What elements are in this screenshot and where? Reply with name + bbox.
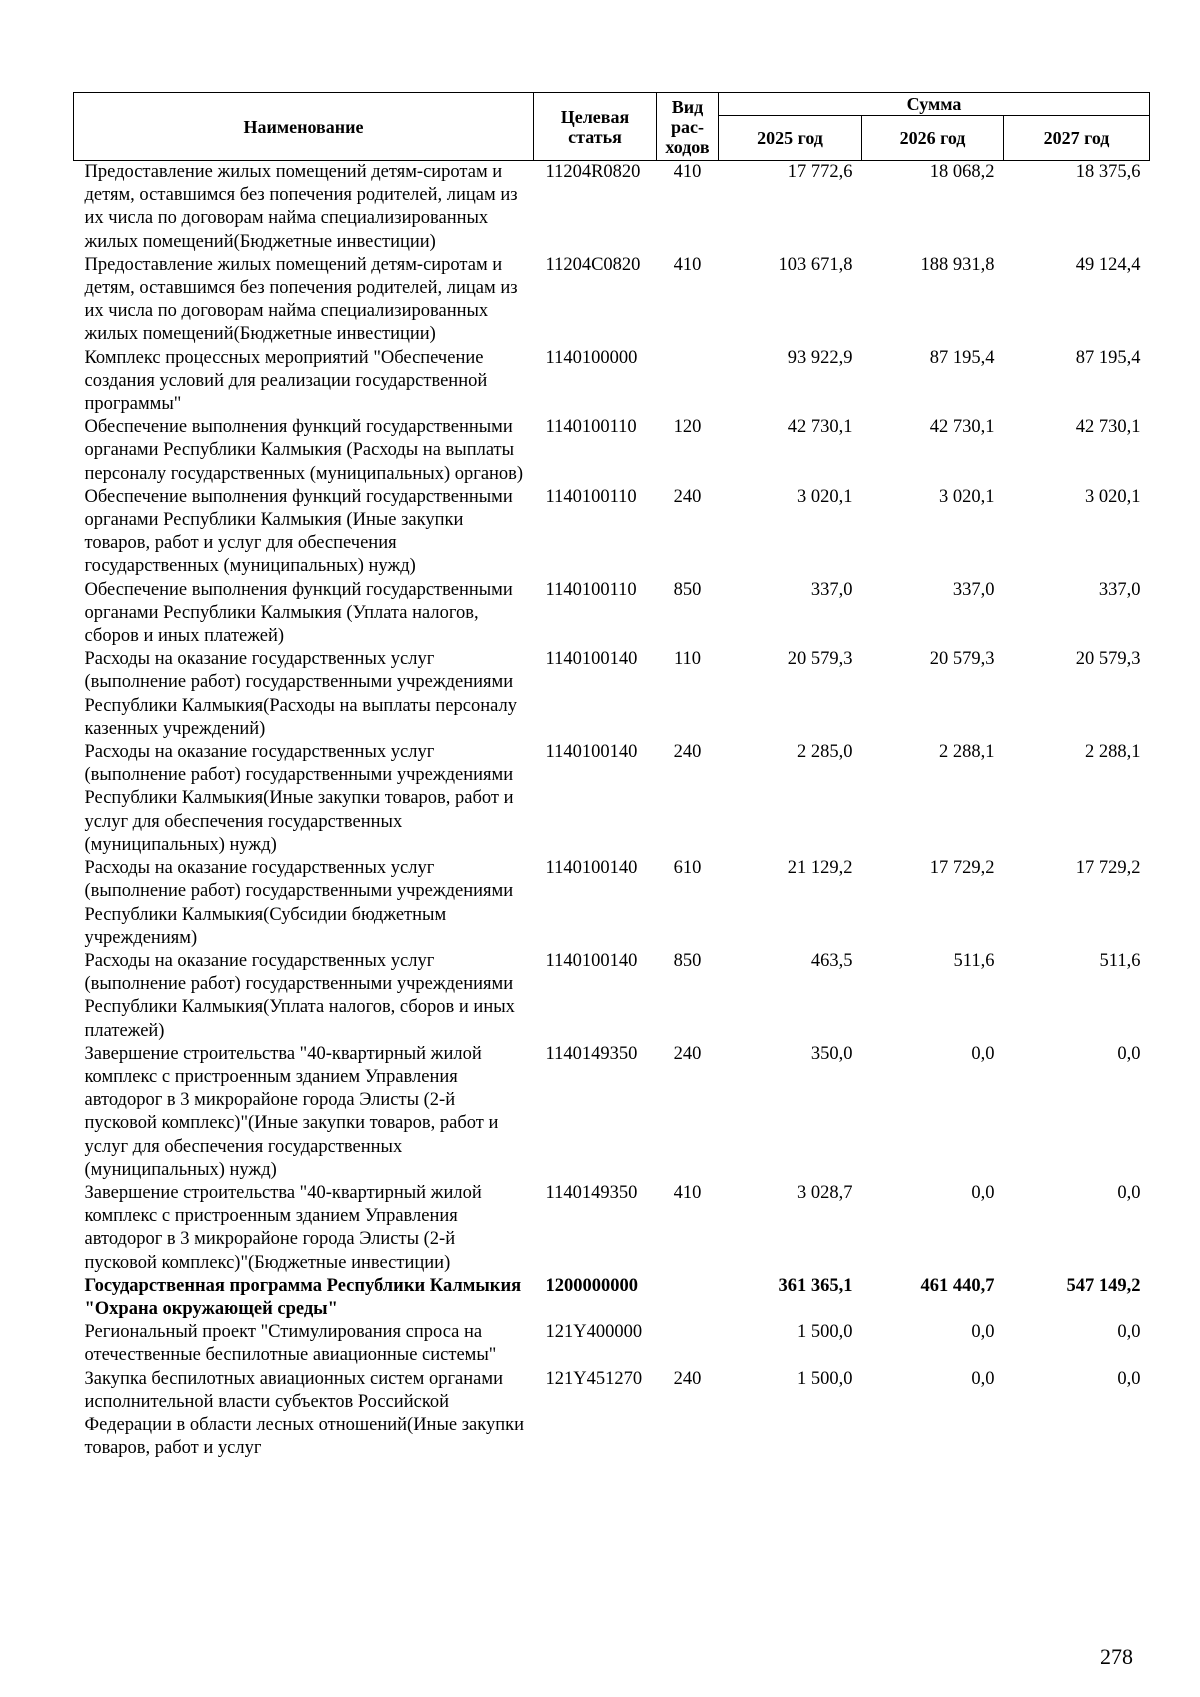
row-code: 11204R0820 (545, 162, 641, 182)
row-2025: 350,0 (810, 1043, 853, 1064)
row-type: 410 (673, 1182, 702, 1203)
budget-table (73, 92, 1150, 1460)
row-2025: 3 020,1 (797, 486, 853, 507)
row-2026: 461 440,7 (920, 1275, 995, 1296)
row-code: 1140100110 (545, 417, 637, 438)
row-name: Государственная программа Республики Калмыкия "Охрана окружающей среды" (84, 1275, 522, 1319)
row-2025: 337,0 (810, 579, 853, 600)
row-type: 410 (673, 254, 702, 275)
row-2026: 0,0 (971, 1043, 995, 1064)
row-2026: 0,0 (971, 1182, 995, 1203)
row-2026: 18 068,2 (929, 162, 995, 182)
table-row (74, 1182, 1150, 1275)
row-2027: 0,0 (1117, 1322, 1141, 1343)
row-2026: 87 195,4 (929, 347, 995, 368)
table-row (74, 579, 1150, 649)
row-name: Комплекс процессных мероприятий "Обеспечение создания условий для реализации государственной программы" (84, 347, 488, 415)
row-2026: 2 288,1 (939, 742, 995, 763)
table-row (74, 857, 1150, 950)
table-row (74, 416, 1150, 486)
row-type (657, 347, 719, 417)
row-type: 240 (673, 1368, 702, 1389)
row-type (657, 1321, 719, 1367)
row-type (657, 1275, 719, 1321)
row-type: 410 (673, 162, 702, 182)
row-2025: 2 285,0 (797, 742, 853, 763)
row-2027: 87 195,4 (1075, 347, 1141, 368)
table-header (74, 93, 1150, 161)
row-2025: 3 028,7 (797, 1182, 853, 1203)
row-code: 121Y400000 (545, 1322, 643, 1343)
row-2025: 93 922,9 (787, 347, 853, 368)
row-code: 11204C0820 (545, 254, 641, 275)
row-type: 610 (673, 858, 702, 879)
row-2025: 463,5 (810, 950, 853, 971)
row-2026: 42 730,1 (929, 417, 995, 438)
table-row (74, 648, 1150, 741)
row-name: Предоставление жилых помещений детям-сиротам и детям, оставшимся без попечения родителей, лицам из их числа по договорам найма специализированных жилых помещений(Бюджетные инвестиции) (84, 254, 518, 345)
header-2026: 2026 год (862, 116, 1004, 161)
row-2027: 20 579,3 (1075, 649, 1141, 670)
row-2027: 0,0 (1117, 1043, 1141, 1064)
row-2026: 20 579,3 (929, 649, 995, 670)
row-code: 1140100140 (545, 742, 638, 763)
row-code: 121Y451270 (545, 1368, 643, 1389)
row-2025: 103 671,8 (778, 254, 853, 275)
row-code: 1140100140 (545, 950, 638, 971)
row-2025: 20 579,3 (787, 649, 853, 670)
row-2025: 1 500,0 (797, 1368, 853, 1389)
row-name: Региональный проект "Стимулирования спроса на отечественные беспилотные авиационные системы" (84, 1322, 497, 1366)
table-row (74, 1321, 1150, 1367)
row-2026: 0,0 (971, 1368, 995, 1389)
row-code: 1140149350 (545, 1182, 638, 1203)
row-type: 110 (673, 649, 702, 670)
row-2027: 0,0 (1117, 1182, 1141, 1203)
row-2026: 3 020,1 (939, 486, 995, 507)
header-sum: Сумма (719, 93, 1150, 116)
table-row (74, 1368, 1150, 1461)
row-2027: 42 730,1 (1075, 417, 1141, 438)
page-number: 278 (1100, 1644, 1133, 1669)
row-2027: 18 375,6 (1075, 162, 1141, 182)
row-2027: 337,0 (1098, 579, 1141, 600)
row-2025: 42 730,1 (787, 417, 853, 438)
table-row (74, 741, 1150, 857)
row-name: Расходы на оказание государственных услуг (выполнение работ) государственными учреждениями Республики Калмыкия(Иные закупки товаров, работ и услуг для обеспечения государственных (муниципальных) нужд) (84, 742, 514, 855)
row-name: Обеспечение выполнения функций государственными органами Республики Калмыкия (Расходы на выплаты персоналу государственных (муниципальных) органов) (84, 417, 524, 484)
table-row (74, 347, 1150, 417)
row-2025: 1 500,0 (797, 1322, 853, 1343)
table-row (74, 1275, 1150, 1321)
row-2025: 21 129,2 (787, 858, 853, 879)
row-2026: 511,6 (953, 950, 995, 971)
row-2027: 17 729,2 (1075, 858, 1141, 879)
row-2025: 361 365,1 (778, 1275, 853, 1296)
table-row (74, 161, 1150, 254)
row-2027: 511,6 (1099, 950, 1141, 971)
row-2027: 49 124,4 (1075, 254, 1141, 275)
row-2026: 337,0 (952, 579, 995, 600)
header-2025: 2025 год (719, 116, 862, 161)
table-row (74, 254, 1150, 347)
row-type: 240 (673, 486, 702, 507)
row-name: Завершение строительства "40-квартирный жилой комплекс с пристроенным зданием Управления автодорог в 3 микрорайоне города Элисты (2-й пусковой комплекс)"(Иные закупки товаров, работ и услуг для обеспечения государственных (муниципальных) нужд) (84, 1043, 499, 1180)
row-2027: 2 288,1 (1085, 742, 1141, 763)
row-type: 120 (673, 417, 702, 438)
row-name: Обеспечение выполнения функций государственными органами Республики Калмыкия (Иные закупки товаров, работ и услуг для обеспечения государственных (муниципальных) нужд) (84, 486, 513, 577)
table-row (74, 1043, 1150, 1182)
row-type: 850 (673, 950, 702, 971)
header-2027: 2027 год (1004, 116, 1150, 161)
row-2027: 0,0 (1117, 1368, 1141, 1389)
row-2026: 188 931,8 (920, 254, 995, 275)
table-row (74, 486, 1150, 579)
row-type: 850 (673, 579, 702, 600)
row-type: 240 (673, 742, 702, 763)
row-2027: 547 149,2 (1066, 1275, 1141, 1296)
row-name: Расходы на оказание государственных услуг (выполнение работ) государственными учреждениями Республики Калмыкия(Расходы на выплаты персоналу казенных учреждений) (84, 649, 518, 739)
table-body (74, 161, 1150, 1461)
row-name: Закупка беспилотных авиационных систем органами исполнительной власти субъектов Российской Федерации в области лесных отношений(Иные закупки товаров, работ и услуг (84, 1368, 525, 1459)
header-type: Вид рас- ходов (657, 93, 719, 161)
row-code: 1140100110 (545, 486, 637, 507)
row-code: 1140100000 (545, 347, 638, 368)
row-code: 1140100140 (545, 858, 638, 879)
budget-document (73, 92, 1149, 1460)
row-name: Завершение строительства "40-квартирный жилой комплекс с пристроенным зданием Управления автодорог в 3 микрорайоне города Элисты (2-й пусковой комплекс)"(Бюджетные инвестиции) (84, 1182, 482, 1273)
row-type: 240 (673, 1043, 702, 1064)
row-name: Расходы на оказание государственных услуг (выполнение работ) государственными учреждениями Республики Калмыкия(Субсидии бюджетным учреждениям) (84, 858, 514, 948)
table-row (74, 950, 1150, 1043)
header-name: Наименование (74, 93, 534, 161)
row-code: 1140100110 (545, 579, 637, 600)
row-2026: 17 729,2 (929, 858, 995, 879)
row-name: Расходы на оказание государственных услуг (выполнение работ) государственными учреждениями Республики Калмыкия(Уплата налогов, сборов и иных платежей) (84, 950, 515, 1041)
row-code: 1200000000 (545, 1275, 638, 1296)
row-name: Предоставление жилых помещений детям-сиротам и детям, оставшимся без попечения родителей, лицам из их числа по договорам найма специализированных жилых помещений(Бюджетные инвестиции) (84, 162, 518, 252)
row-2025: 17 772,6 (787, 162, 853, 182)
row-2026: 0,0 (971, 1322, 995, 1343)
row-code: 1140149350 (545, 1043, 638, 1064)
row-name: Обеспечение выполнения функций государственными органами Республики Калмыкия (Уплата налогов, сборов и иных платежей) (84, 579, 513, 647)
row-code: 1140100140 (545, 649, 638, 670)
row-2027: 3 020,1 (1085, 486, 1141, 507)
header-code: Целевая статья (534, 93, 657, 161)
